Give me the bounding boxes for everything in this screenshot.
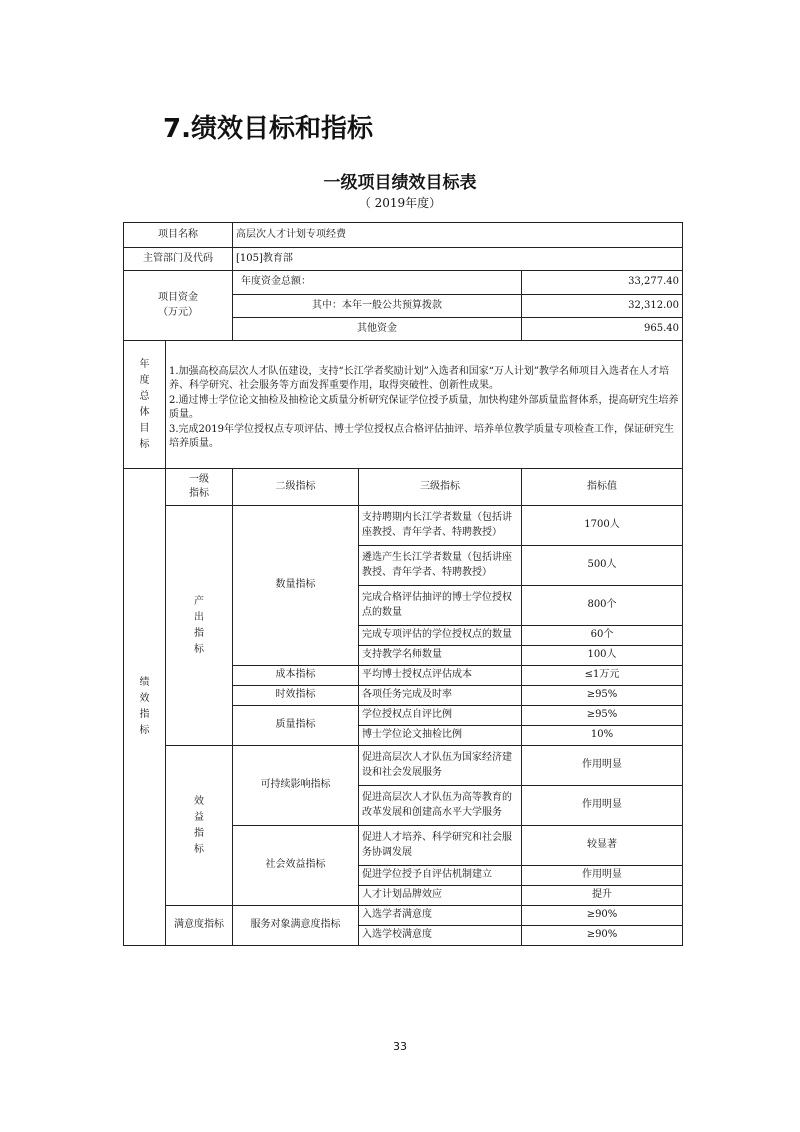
funds-row <box>124 271 683 295</box>
funds-other-label: 其他资金 <box>233 318 522 341</box>
table-title: 一级项目绩效目标表 <box>323 173 477 193</box>
indicator-value: 提升 <box>522 886 683 906</box>
indicator-value: ≥95% <box>522 686 683 706</box>
indicator-value: ≥90% <box>522 926 683 946</box>
indicator-value: 作用明显 <box>522 746 683 786</box>
column-header: 二级指标 <box>233 469 359 506</box>
level3-indicator: 博士学位论文抽检比例 <box>359 726 522 746</box>
funds-public-value: 32,312.00 <box>522 295 683 318</box>
goals-row <box>124 341 683 469</box>
level3-indicator: 支持教学名师数量 <box>359 646 522 666</box>
section-title: 7.绩效目标和指标 <box>163 114 373 144</box>
project-name-value: 高层次人才计划专项经费 <box>233 223 683 248</box>
indicator-value: 较显著 <box>522 826 683 866</box>
level3-indicator: 入选学者满意度 <box>359 906 522 926</box>
level3-indicator: 促进高层次人才队伍为高等教育的改革发展和创建高水平大学服务 <box>359 786 522 826</box>
page-number: 33 <box>393 1040 407 1053</box>
level3-indicator: 完成专项评估的学位授权点的数量 <box>359 626 522 646</box>
project-name-row <box>124 223 683 248</box>
column-header: 三级指标 <box>359 469 522 506</box>
indicator-row <box>124 906 683 926</box>
level1-indicator-text: 效益指标 <box>194 795 204 855</box>
indicator-header-row <box>124 469 683 506</box>
level3-indicator: 遴选产生长江学者数量（包括讲座教授、青年学者、特聘教授） <box>359 546 522 586</box>
level1-indicator <box>166 506 233 746</box>
funds-public-label: 其中：本年一般公共预算拨款 <box>233 295 522 318</box>
level3-indicator: 促进人才培养、科学研究和社会服务协调发展 <box>359 826 522 866</box>
level2-indicator: 时效指标 <box>233 686 359 706</box>
indicator-row <box>124 746 683 786</box>
indicators-label-text: 绩效指标 <box>139 677 150 736</box>
indicators-label <box>124 469 166 946</box>
column-header: 指标值 <box>522 469 683 506</box>
dept-row <box>124 248 683 271</box>
goals-label: 年度总体目标 <box>124 341 166 469</box>
funds-label: 项目资金 （万元） <box>124 271 233 341</box>
level2-indicator: 服务对象满意度指标 <box>233 906 359 946</box>
indicator-row <box>124 506 683 546</box>
level3-indicator: 学位授权点自评比例 <box>359 706 522 726</box>
indicator-value: 500人 <box>522 546 683 586</box>
indicator-value: 100人 <box>522 646 683 666</box>
level3-indicator: 人才计划品牌效应 <box>359 886 522 906</box>
level3-indicator: 完成合格评估抽评的博士学位授权点的数量 <box>359 586 522 626</box>
dept-label: 主管部门及代码 <box>124 248 233 271</box>
goals-text: 1.加强高校高层次人才队伍建设，支持“长江学者奖励计划”入选者和国家“万人计划”教学名师项目入选者在人才培养、科学研究、社会服务等方面发挥重要作用，取得突破性、创新性成果。 2.通过博士学位论文抽检及抽检论文质量分析研究保证学位授予质量，加快构建外部质量监督体系，提高研究生培养质量。 3.完成2019年学位授权点专项评估、博士学位授权点合格评估抽评、培养单位教学质量专项检查工作，保证研究生培养质量。 <box>166 341 683 469</box>
indicator-value: 10% <box>522 726 683 746</box>
level1-indicator <box>166 906 233 946</box>
level1-indicator-text: 产出指标 <box>194 595 204 655</box>
indicator-value: 60个 <box>522 626 683 646</box>
level3-indicator: 平均博士授权点评估成本 <box>359 666 522 686</box>
project-name-label: 项目名称 <box>124 223 233 248</box>
level2-indicator: 可持续影响指标 <box>233 746 359 826</box>
indicator-value: 800个 <box>522 586 683 626</box>
performance-table <box>123 222 683 946</box>
indicator-value: ≥95% <box>522 706 683 726</box>
level2-indicator: 社会效益指标 <box>233 826 359 906</box>
funds-total-label: 年度资金总额： <box>233 271 522 295</box>
level2-indicator: 数量指标 <box>233 506 359 666</box>
level3-indicator: 促进高层次人才队伍为国家经济建设和社会发展服务 <box>359 746 522 786</box>
indicator-value: ≤1万元 <box>522 666 683 686</box>
table-year: （ 2019年度） <box>358 196 442 210</box>
level2-indicator: 质量指标 <box>233 706 359 746</box>
level3-indicator: 支持聘期内长江学者数量（包括讲座教授、青年学者、特聘教授） <box>359 506 522 546</box>
column-header: 一级 指标 <box>166 469 233 506</box>
dept-value: [105]教育部 <box>233 248 683 271</box>
level3-indicator: 入选学校满意度 <box>359 926 522 946</box>
indicator-value: ≥90% <box>522 906 683 926</box>
indicator-value: 作用明显 <box>522 866 683 886</box>
level1-indicator-text: 满意度指标 <box>174 919 224 931</box>
level3-indicator: 促进学位授予自评估机制建立 <box>359 866 522 886</box>
funds-total-value: 33,277.40 <box>522 271 683 295</box>
level1-indicator <box>166 746 233 906</box>
level3-indicator: 各项任务完成及时率 <box>359 686 522 706</box>
indicator-value: 1700人 <box>522 506 683 546</box>
funds-other-value: 965.40 <box>522 318 683 341</box>
level2-indicator: 成本指标 <box>233 666 359 686</box>
indicator-value: 作用明显 <box>522 786 683 826</box>
